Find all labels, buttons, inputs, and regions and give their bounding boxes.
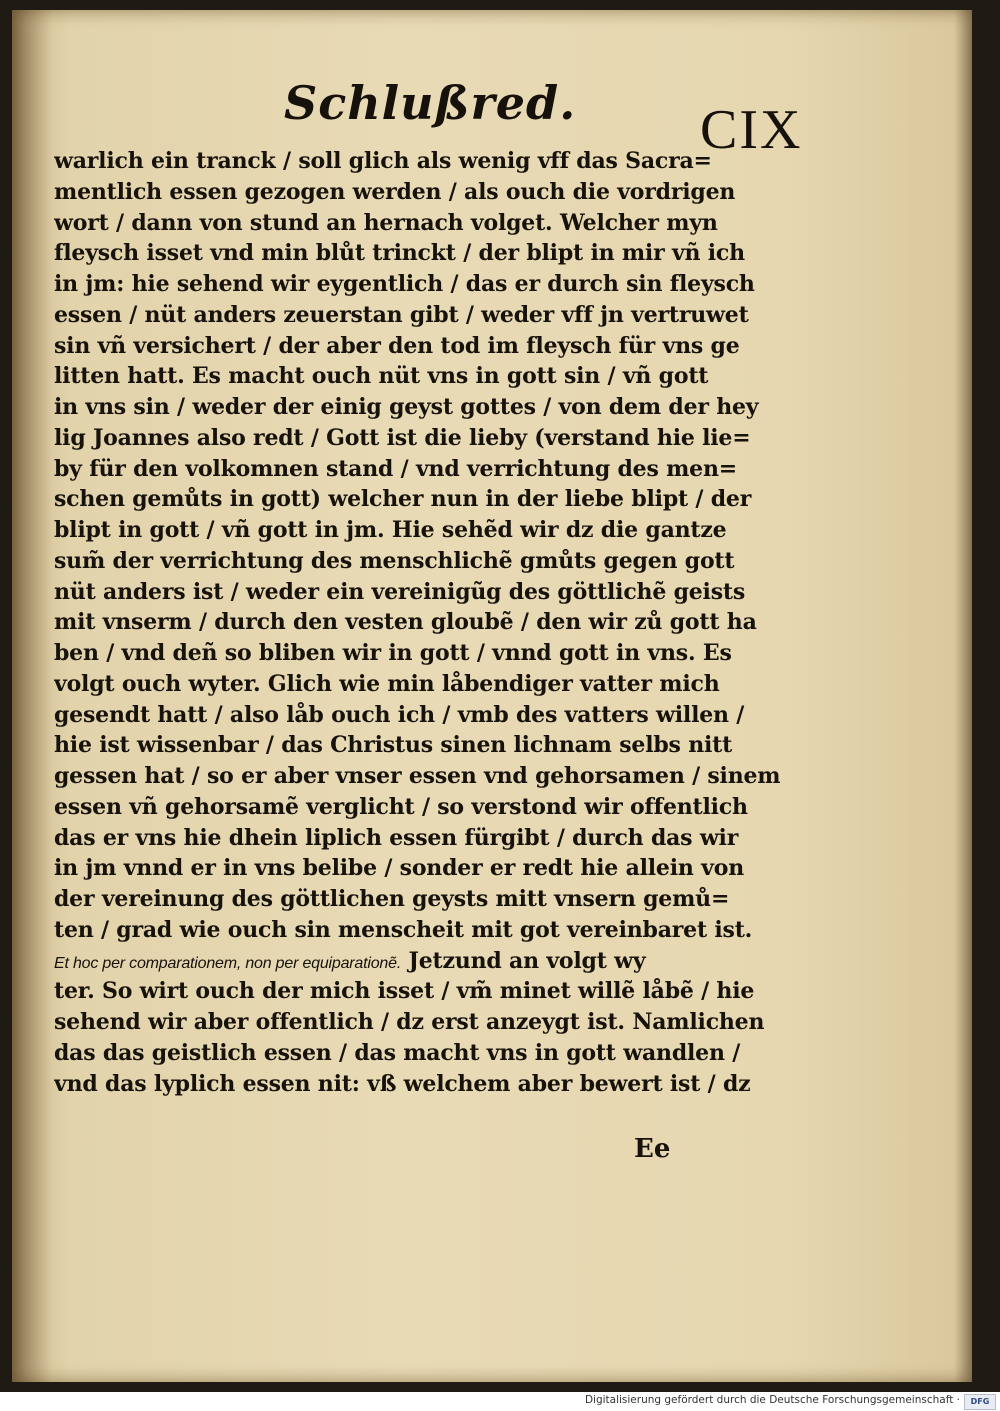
footer-bar (0, 1392, 1000, 1411)
dfg-logo-icon: DFG (964, 1394, 996, 1410)
text-block (54, 146, 796, 1099)
text-line: schen gemůts in gott) welcher nun in der liebe blipt / der (54, 486, 752, 513)
text-line: vnd das lyplich essen nit: vß welchem aber bewert ist / dz (54, 1070, 751, 1097)
text-line: volgt ouch wyter. Glich wie min låbendiger vatter mich (54, 670, 720, 697)
text-line: in jm: hie sehend wir eygentlich / das er durch sin fleysch (54, 271, 755, 297)
text-line: sin vñ versichert / der aber den tod im fleysch für vns ge (54, 332, 740, 359)
text-line: ter. So wirt ouch der mich isset / vm̃ minet willẽ låbẽ / hie (54, 978, 755, 1005)
text-line: essen vñ gehorsamẽ verglicht / so verstond wir offentlich (54, 793, 748, 820)
text-line: das er vns hie dhein liplich essen fürgibt / durch das wir (54, 824, 739, 851)
text-line: blipt in gott / vñ gott in jm. Hie sehẽd wir dz die gantze (54, 517, 727, 543)
text-line: warlich ein tranck / soll glich als wenig vff das Sacra= (54, 148, 712, 174)
text-line: ben / vnd deñ so bliben wir in gott / vnnd gott in vns. Es (54, 640, 732, 666)
text-line: mit vnserm / durch den vesten gloubẽ / den wir zů gott ha (54, 609, 757, 636)
latin-gloss: Et hoc per comparationem, non per equiparationẽ. (54, 954, 402, 972)
text-line: gessen hat / so er aber vnser essen vnd gehorsamen / sinem (54, 763, 781, 789)
text-line: in vns sin / weder der einig geyst gottes / von dem der hey (54, 394, 759, 420)
text-line: gesendt hatt / also låb ouch ich / vmb des vatters willen / (54, 701, 745, 728)
text-line: der vereinung des göttlichen geysts mitt vnsern gemů= (54, 886, 730, 912)
text-line: litten hatt. Es macht ouch nüt vns in gott sin / vñ gott (54, 363, 709, 390)
running-head: Schlußred. (284, 76, 577, 130)
text-line: nüt anders ist / weder ein vereinigũg des göttlichẽ geists (54, 578, 746, 605)
text-line: hie ist wissenbar / das Christus sinen lichnam selbs nitt (54, 732, 733, 759)
text-line: sum̃ der verrichtung des menschlichẽ gmůts gegen gott (54, 547, 735, 574)
text-line: sehend wir aber offentlich / dz erst anzeygt ist. Namlichen (54, 1009, 765, 1035)
text-line: by für den volkomnen stand / vnd verrichtung des men= (54, 455, 738, 482)
text-line: essen / nüt anders zeuerstan gibt / weder vff jn vertruwet (54, 301, 749, 328)
text-line: in jm vnnd er in vns belibe / sonder er redt hie allein von (54, 855, 744, 882)
text-line: das das geistlich essen / das macht vns in gott wandlen / (54, 1039, 741, 1066)
text-line: wort / dann von stund an hernach volget. Welcher myn (54, 209, 718, 236)
book-page (12, 10, 972, 1382)
text-line-continuation: Jetzund an volgt wy (401, 947, 646, 974)
text-line: ten / grad wie ouch sin menscheit mit got vereinbaret ist. (54, 916, 753, 943)
text-line: fleysch isset vnd min blůt trinckt / der blipt in mir vñ ich (54, 240, 745, 267)
gutter-shadow (12, 10, 52, 1382)
text-line: lig Joannes also redt / Gott ist die lieby (verstand hie lie= (54, 424, 751, 451)
latin-gloss-line (54, 946, 796, 977)
text-line: mentlich essen gezogen werden / als ouch die vordrigen (54, 178, 736, 205)
folio-number: CIX (700, 99, 803, 161)
funding-credit: Digitalisierung gefördert durch die Deutsche Forschungsgemeinschaft · (584, 1394, 960, 1406)
catchword: Ee (634, 1134, 671, 1164)
page-edge-shadow (954, 10, 972, 1382)
